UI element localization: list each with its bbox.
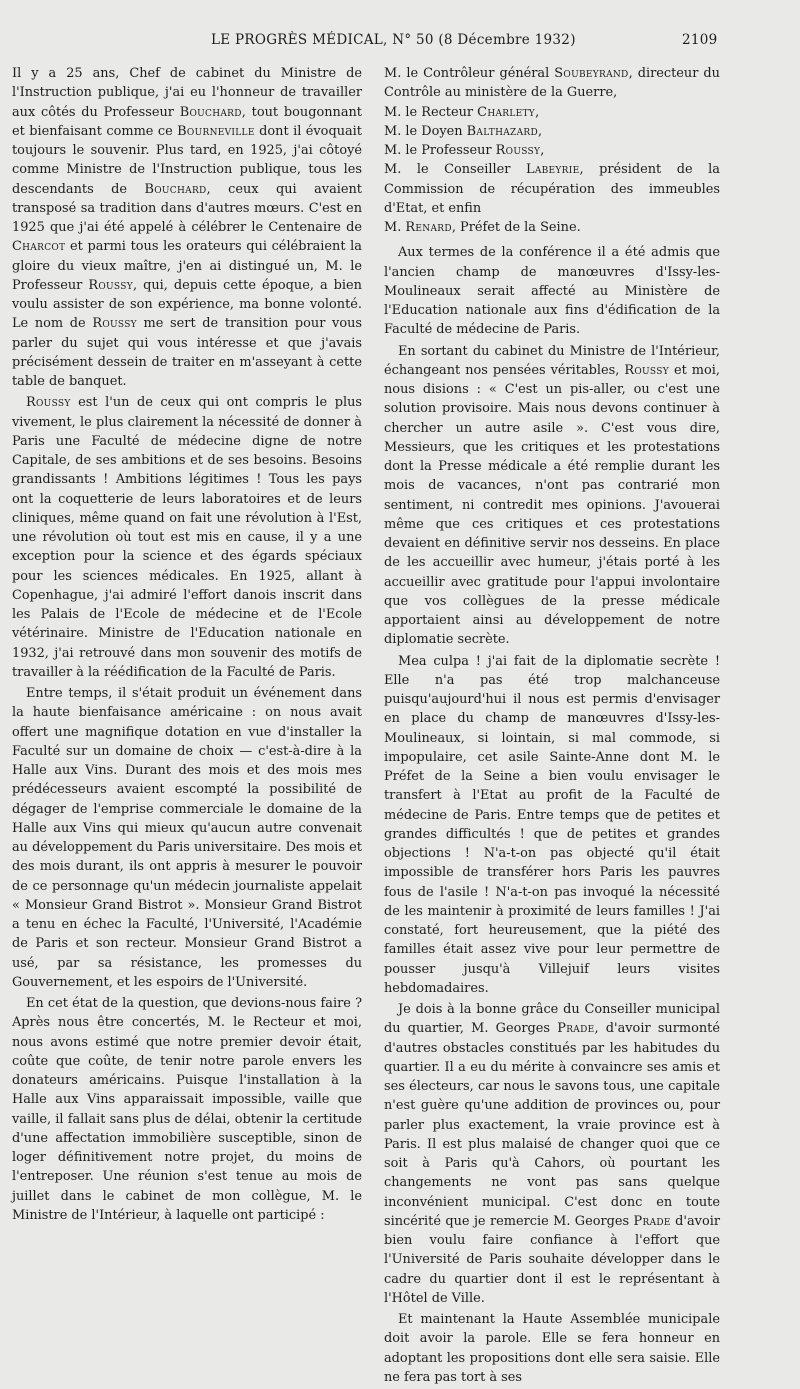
participant-item: M. le Conseiller Labeyrie, président de la Commission de récupération des immeubles d'Etat, et enfin bbox=[384, 162, 720, 216]
paragraph: Aux termes de la conférence il a été admis que l'ancien champ de manœuvres d'Issy-les-Moulineaux serait affecté au Ministère de l'Education nationale aux fins d'édification de la Faculté de médecine de Paris. bbox=[384, 245, 720, 338]
participant-item: M. le Contrôleur général Soubeyrand, directeur du Contrôle au ministère de la Guerre, bbox=[384, 66, 720, 101]
right-column bbox=[384, 64, 720, 1389]
paragraph: Mea culpa ! j'ai fait de la diplomatie secrète ! Elle n'a pas été trop malchanceuse puisqu'aujourd'hui il nous est permis d'envisager en place du champ de manœuvres d'Issy-les-Moulineaux, si lointain, si mal commode, si impopulaire, cet asile Sainte-Anne dont M. le Préfet de la Seine a bien voulu envisager le transfert à l'Etat au profit de la Faculté de médecine de Paris. Entre temps que de petites et grandes difficultés ! que de petites et grandes objections ! N'a-t-on pas objecté qu'il était impossible de transférer hors Paris les pauvres fous de l'asile ! N'a-t-on pas invoqué la nécessité de les maintenir à proximité de leurs familles ! J'ai constaté, fort heureusement, que la piété des familles était assez vive pour leur permettre de pousser jusqu'à Villejuif leurs visites hebdomadaires. bbox=[384, 653, 720, 996]
participant-item: M. Renard, Préfet de la Seine. bbox=[384, 220, 581, 235]
page-number: 2109 bbox=[682, 32, 718, 48]
paragraph: Entre temps, il s'était produit un événement dans la haute bienfaisance américaine : on nous avait offert une magnifique dotation en vue d'installer la Faculté sur un domaine de choix — c'est-à-dire à la Halle aux Vins. Durant des mois et des mois mes prédécesseurs avaient escompté la possibilité de dégager de l'emprise commerciale le domaine de la Halle aux Vins qui mieux qu'aucun autre convenait au développement du Paris universitaire. Des mois et des mois durant, ils ont appris à mesurer le pouvoir de ce personnage qu'un médecin journaliste appelait « Monsieur Grand Bistrot ». Monsieur Grand Bistrot a tenu en échec la Faculté, l'Université, l'Académie de Paris et son recteur. Monsieur Grand Bistrot a usé, par sa résistance, les promesses du Gouvernement, et les espoirs de l'Université. bbox=[12, 686, 362, 990]
paragraph: Il y a 25 ans, Chef de cabinet du Ministre de l'Instruction publique, j'ai eu l'honneur de travailler aux côtés du Professeur Bouchard, tout bougonnant et bienfaisant comme ce Bourneville dont il évoquait toujours le souvenir. Plus tard, en 1925, j'ai côtoyé comme Ministre de l'Instruction publique, tous les descendants de Bouchard, ceux qui avaient transposé sa tradition dans d'autres mœurs. C'est en 1925 que j'ai été appelé à célébrer le Centenaire de Charcot et parmi tous les orateurs qui célébraient la gloire du vieux maître, j'en ai distingué un, M. le Professeur Roussy, qui, depuis cette époque, a bien voulu assister de son expérience, ma bonne volonté. Le nom de Roussy me sert de transition pour vous parler du sujet qui vous intéresse et que j'avais précisément dessein de traiter en m'asseyant à cette table de banquet. bbox=[12, 66, 362, 389]
participant-item: M. le Professeur Roussy, bbox=[384, 143, 545, 158]
paragraph: Et maintenant la Haute Assemblée municipale doit avoir la parole. Elle se fera honneur en adoptant les propositions dont elle sera saisie. Elle ne fera pas tort à ses bbox=[384, 1312, 720, 1385]
paragraph: En cet état de la question, que devions-nous faire ? Après nous être concertés, M. le Recteur et moi, nous avons estimé que notre premier devoir était, coûte que coûte, de tenir notre parole envers les donateurs américains. Puisque l'installation à la Halle aux Vins apparaissait impossible, vaille que vaille, il fallait sans plus de délai, obtenir la certitude d'une affectation immobilière susceptible, sinon de loger définitivement notre projet, du moins de l'entreposer. Une réunion s'est tenue au mois de juillet dans le cabinet de mon collègue, M. le Ministre de l'Intérieur, à laquelle ont participé : bbox=[12, 996, 362, 1223]
paragraph: En sortant du cabinet du Ministre de l'Intérieur, échangeant nos pensées véritables, Roussy et moi, nous disions : « C'est un pis-aller, ou c'est une solution provisoire. Mais nous devons continuer à chercher un autre asile ». C'est vous dire, Messieurs, que les critiques et les protestations dont la Presse médicale a été remplie durant les mois de vacances, n'ont pas contrarié mon sentiment, ni contredit mes opinions. J'avouerai même que ces critiques et ces protestations devaient en définitive servir nos desseins. En place de les accueillir avec humeur, j'étais porté à les accueillir avec gratitude pour l'appui involontaire que vos collègues de la presse médicale apportaient ainsi au développement de notre diplomatie secrète. bbox=[384, 343, 720, 648]
paragraph: Roussy est l'un de ceux qui ont compris le plus vivement, le plus clairement la nécessité de donner à Paris une Faculté de médecine digne de notre Capitale, de ses ambitions et de ses besoins. Besoins grandissants ! Ambitions légitimes ! Tous les pays ont la coquetterie de leurs laboratoires et de leurs cliniques, même quand on fait une révolution à l'Est, une révolution où tout est mis en cause, il y a une exception pour la science et des égards spéciaux pour les sciences médicales. En 1925, allant à Copenhague, j'ai admiré l'effort danois inscrit dans les Palais de l'Ecole de médecine et de l'Ecole vétérinaire. Ministre de l'Education nationale en 1932, j'ai retrouvé dans mon souvenir des motifs de travailler à la réédification de la Faculté de Paris. bbox=[12, 395, 362, 680]
paragraph: Je dois à la bonne grâce du Conseiller municipal du quartier, M. Georges Prade, d'avoir surmonté d'autres obstacles constitués par les habitudes du quartier. Il a eu du mérite à convaincre ses amis et ses électeurs, car nous le savons tous, une capitale n'est guère qu'une addition de provinces ou, pour parler plus exactement, la vraie province est à Paris. Il est plus malaisé de changer quoi que ce soit à Paris qu'à Cahors, où pourtant les changements ne vont pas sans quelque inconvénient municipal. C'est donc en toute sincérité que je remercie M. Georges Prade d'avoir bien voulu faire confiance à l'effort que l'Université de Paris souhaite développer dans le cadre du quartier dont il est le représentant à l'Hôtel de Ville. bbox=[384, 1002, 720, 1306]
participant-item: M. le Doyen Balthazard, bbox=[384, 123, 543, 139]
journal-title: LE PROGRÈS MÉDICAL, N° 50 (8 Décembre 1932) bbox=[211, 32, 576, 48]
participant-item: M. le Recteur Charlety, bbox=[384, 104, 540, 120]
left-column bbox=[12, 64, 362, 1227]
running-header bbox=[0, 30, 800, 52]
